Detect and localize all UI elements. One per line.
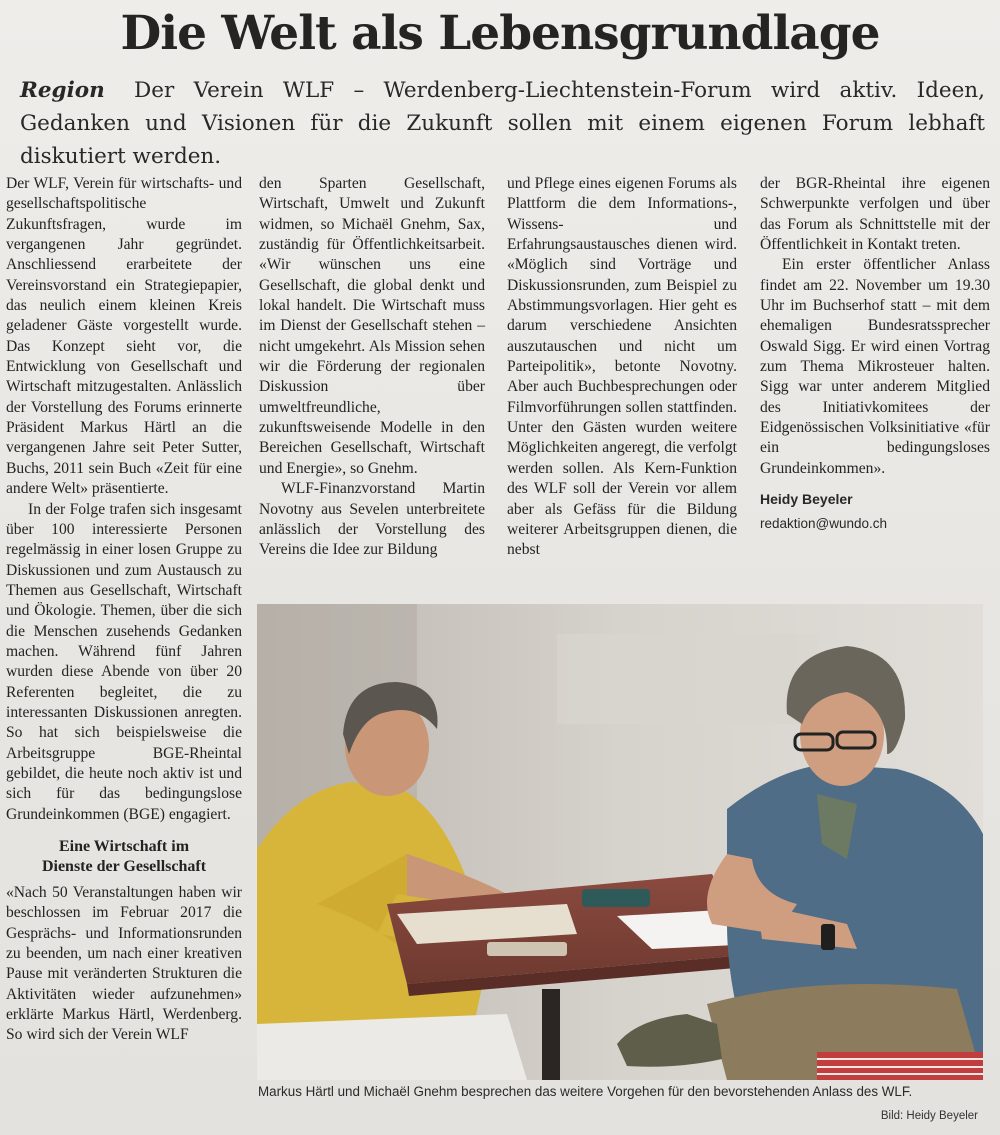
paragraph: Der WLF, Verein für wirtschafts- und gesellschaftspolitische Zukunftsfragen, wurde im vergangenen Jahr gegründet. Anschliessend erarbeitete der Vereinsvorstand ein Strategiepapier, das neulich einem kleinen Kreis geladener Gäste vorgestellt wurde. Das Konzept sieht vor, die Entwicklung von Gesellschaft und Wirtschaft mitzugestalten. Anlässlich der Vorstellung des Forums erinnerte Präsident Markus Härtl an die vergangenen Jahre seit Peter Sutter, Buchs, 2011 sein Buch «Zeit für eine andere Welt» präsentierte. (6, 175, 242, 498)
lead-kicker: Region (20, 78, 105, 103)
table-leg (542, 989, 560, 1080)
photo-credit: Bild: Heidy Beyeler (880, 1110, 978, 1122)
paragraph: In der Folge trafen sich insgesamt über 100 interessierte Personen regelmässig in einer losen Gruppe zu Diskussionen und zum Austausch zu Themen aus Gesellschaft, Wirtschaft und Ökologie. Themen, über die sich die Menschen zusehends Gedanken machen. Während fünf Jahren wurden diese Abende von über 20 Referenten begleitet, die zu interessanten Diskussionen anregten. So hat sich beispielsweise die Arbeitsgruppe BGE-Rheintal gebildet, die heute noch aktiv ist und sich für das bedingungslose Grundeinkommen (BGE) engagiert. (6, 500, 242, 823)
article-column-3 (507, 174, 737, 561)
headline: Die Welt als Lebensgrundlage (120, 6, 880, 61)
paragraph: der BGR-Rheintal ihre eigenen Schwerpunkte verfolgen und über das Forum als Schnittstelle mit der Öffentlichkeit in Kontakt treten. (760, 175, 990, 254)
white-trousers (257, 1014, 527, 1080)
watch (821, 924, 835, 950)
paragraph: und Pflege eines eigenen Forums als Plattform die dem Informations-, Wissens- und Erfahrungsaustausches dienen wird. «Möglich sind Vorträge und Diskussionsrunden, zum Beispiel zu Abstimmungsvorlagen. Hier geht es darum verschiedene Ansichten auszutauschen und nicht um Parteipolitik», betonte Novotny. Aber auch Buchbesprechungen oder Filmvorführungen sollen stattfinden. Unter den Gästen wurden weitere Möglichkeiten angeregt, die verfolgt werden sollen. Als Kern-Funktion des WLF soll der Verein vor allem aber als Gefäss für die Bildung weiterer Arbeitsgruppen dienen, die nebst (507, 175, 737, 559)
paragraph: Ein erster öffentlicher Anlass findet am 22. November um 19.30 Uhr im Buchserhof statt – mit dem ehemaligen Bundesratssprecher Oswald Sigg. Er wird einen Vortrag zum Thema Mikrosteuer halten. Sigg war unter anderem Mitglied des Initiativkomitees der Eidgenössischen Volksinitiative «für ein bedingungsloses Grundeinkommen». (760, 256, 990, 477)
wallet (582, 889, 650, 907)
author-name: Heidy Beyeler (760, 491, 853, 508)
article-column-1 (6, 174, 242, 1124)
subheading (6, 837, 242, 877)
paragraph: den Sparten Gesellschaft, Wirtschaft, Umwelt und Zukunft widmen, so Michaël Gnehm, Sax, zuständig für Öffentlichkeitsarbeit. «Wir wünschen uns eine Gesellschaft, die global denkt und lokal handelt. Die Wirtschaft muss im Dienst der Gesellschaft stehen – nicht umgekehrt. Als Mission sehen wir die Förderung der regionalen Diskussion über umweltfreundliche, zukunftsweisende Modelle in den Bereichen Gesellschaft, Wirtschaft und Energie», so Gnehm. (259, 175, 485, 477)
author-email: redaktion@wundo.ch (760, 515, 888, 531)
phone (487, 942, 567, 956)
photo-illustration (257, 604, 983, 1080)
article-column-4 (760, 174, 990, 534)
article-photo (257, 604, 983, 1080)
subheading-line: Dienste der Gesellschaft (41, 858, 207, 875)
lead-text: Der Verein WLF – Werdenberg-Liechtenstein-Forum wird aktiv. Ideen, Gedanken und Visionen für die Zukunft sollen mit einem eigenen Forum lebhaft diskutiert werden. (20, 78, 985, 169)
subheading-line: Eine Wirtschaft im (58, 838, 190, 855)
photo-caption: Markus Härtl und Michaël Gnehm besprechen das weitere Vorgehen für den bevorstehenden Anlass des WLF. (258, 1084, 913, 1099)
paragraph: «Nach 50 Veranstaltungen haben wir beschlossen im Februar 2017 die Gesprächs- und Informationsrunden zu beenden, um nach einer kreativen Pause mit veränderten Strukturen die Aktivitäten wieder aufzunehmen» erklärte Markus Härtl, Werdenberg. So wird sich der Verein WLF (6, 884, 242, 1044)
article-column-2 (259, 174, 485, 561)
lead-paragraph (20, 74, 985, 173)
paragraph: WLF-Finanzvorstand Martin Novotny aus Sevelen unterbreitete anlässlich der Vorstellung des Vereins die Idee zur Bildung (259, 480, 485, 559)
